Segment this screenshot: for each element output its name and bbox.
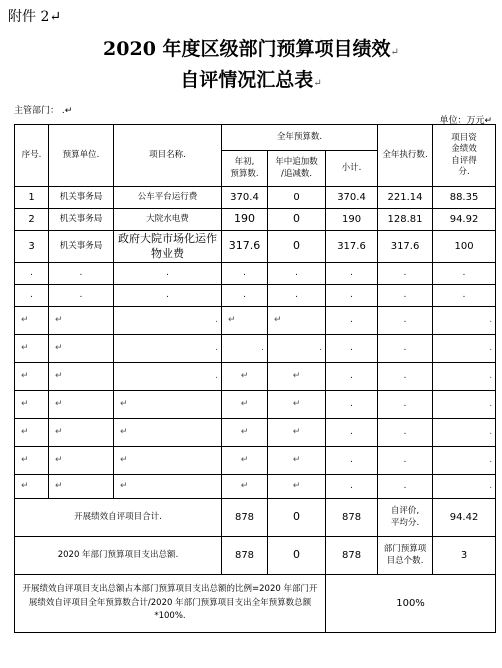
table-row xyxy=(15,231,496,263)
header-row-1 xyxy=(15,125,496,151)
document-title: 2020 年度区级部门预算项目绩效↵ xyxy=(103,38,399,60)
avg-value: 94.42 xyxy=(433,499,496,537)
empty-row: ↵ ↵ ↵ ↵ ↵ . . . xyxy=(15,447,496,475)
dept-total-subtotal: 878 xyxy=(326,537,378,575)
document-subtitle: 自评情况汇总表↵ xyxy=(180,69,322,91)
total-row xyxy=(15,499,496,537)
count-label: 部门预算项 目总个数. xyxy=(378,537,433,575)
count-value: 3 xyxy=(433,537,496,575)
cell-adjust: 0 xyxy=(268,231,326,263)
total-initial: 878 xyxy=(222,499,268,537)
empty-row: ↵ ↵ . . . . . . xyxy=(15,335,496,363)
unit-label: 单位：万元↵ xyxy=(439,116,492,126)
total-adjust: 0 xyxy=(268,499,326,537)
dept-label: 主管部门： .↵ xyxy=(14,106,73,116)
empty-row: ↵ ↵ . ↵ ↵ . . . xyxy=(15,307,496,335)
cell-subtotal: 370.4 xyxy=(326,187,378,209)
col-initial: 年初, 预算数. xyxy=(222,151,268,187)
total-label: 开展绩效自评项目合计. xyxy=(15,499,222,537)
col-subtotal: 小计. xyxy=(326,151,378,187)
cell-name: 政府大院市场化运作物业费 xyxy=(114,231,222,263)
cell-score: 88.35 xyxy=(433,187,496,209)
cell-executed: 128.81 xyxy=(378,209,433,231)
cell-executed: 317.6 xyxy=(378,231,433,263)
avg-label: 自评价, 平均分. xyxy=(378,499,433,537)
col-executed: 全年执行数. xyxy=(378,125,433,187)
empty-row: ↵ ↵ ↵ ↵ ↵ . . . xyxy=(15,475,496,499)
empty-row: . . . . . . . . xyxy=(15,263,496,285)
col-score: 项目资 金绩效 自评得 分. xyxy=(433,125,496,187)
dept-total-adjust: 0 xyxy=(268,537,326,575)
empty-row: ↵ ↵ ↵ ↵ ↵ . . . xyxy=(15,391,496,419)
cell-initial: 190 xyxy=(222,209,268,231)
cell-unit: 机关事务局 xyxy=(49,231,114,263)
cell-subtotal: 190 xyxy=(326,209,378,231)
cell-initial: 370.4 xyxy=(222,187,268,209)
cell-adjust: 0 xyxy=(268,187,326,209)
cell-score: 100 xyxy=(433,231,496,263)
cell-unit: 机关事务局 xyxy=(49,209,114,231)
col-seq: 序号. xyxy=(15,125,49,187)
ratio-label: 开展绩效自评项目支出总额占本部门预算项目支出总额的比例=2020 年部门开展绩效自评项目全年预算数合计/2020 年部门预算项目支出全年预算数总额*100%. xyxy=(15,575,326,633)
empty-row: ↵ ↵ . ↵ ↵ . . . xyxy=(15,363,496,391)
cell-adjust: 0 xyxy=(268,209,326,231)
table-row xyxy=(15,187,496,209)
cell-score: 94.92 xyxy=(433,209,496,231)
cell-seq: 1 xyxy=(15,187,49,209)
total-subtotal: 878 xyxy=(326,499,378,537)
cell-name: 公车平台运行费 xyxy=(114,187,222,209)
cell-seq: 2 xyxy=(15,209,49,231)
cell-name: 大院水电费 xyxy=(114,209,222,231)
summary-table xyxy=(14,124,495,633)
table-row xyxy=(15,209,496,231)
col-adjust: 年中追加数 /追减数. xyxy=(268,151,326,187)
attachment-label: 附件 2↵ xyxy=(8,9,62,25)
col-project-name: 项目名称. xyxy=(114,125,222,187)
col-budget-unit: 预算单位. xyxy=(49,125,114,187)
dept-total-label: 2020 年部门预算项目支出总额. xyxy=(15,537,222,575)
empty-row: ↵ ↵ ↵ ↵ ↵ . . . xyxy=(15,419,496,447)
ratio-row xyxy=(15,575,496,633)
cell-subtotal: 317.6 xyxy=(326,231,378,263)
cell-seq: 3 xyxy=(15,231,49,263)
dept-total-initial: 878 xyxy=(222,537,268,575)
dept-total-row xyxy=(15,537,496,575)
cell-unit: 机关事务局 xyxy=(49,187,114,209)
cell-initial: 317.6 xyxy=(222,231,268,263)
empty-row: . . . . . . . . xyxy=(15,285,496,307)
cell-executed: 221.14 xyxy=(378,187,433,209)
ratio-value: 100% xyxy=(326,575,496,633)
col-annual-budget: 全年预算数. xyxy=(222,125,378,151)
